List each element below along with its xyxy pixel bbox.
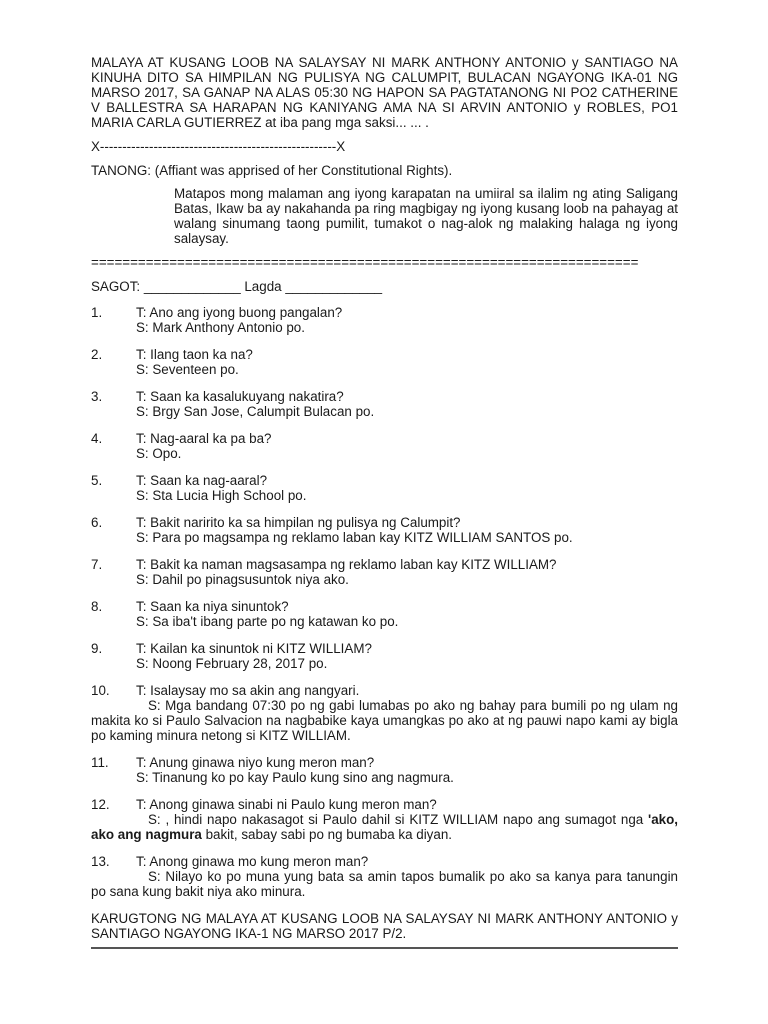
qa-number: 8. xyxy=(91,599,103,614)
qa-answer: S: Noong February 28, 2017 po. xyxy=(136,656,328,671)
qa-question: T: Isalaysay mo sa akin ang nangyari. xyxy=(136,683,360,698)
qa-question: T: Nag-aaral ka pa ba? xyxy=(136,431,272,446)
qa-item xyxy=(91,797,678,842)
qa-number: 5. xyxy=(91,473,103,488)
qa-number: 3. xyxy=(91,389,103,404)
qa-question: T: Bakit naririto ka sa himpilan ng pulisya ng Calumpit? xyxy=(136,515,461,530)
qa-number: 1. xyxy=(91,305,103,320)
qa-question: T: Saan ka nag-aaral? xyxy=(136,473,268,488)
qa-question: T: Kailan ka sinuntok ni KITZ WILLIAM? xyxy=(136,641,372,656)
qa-answer: S: Mga bandang 07:30 po ng gabi lumabas po ako ng bahay para bumili po ng ulam ng makita ko si Paulo Salvacion na nagbabike kaya umangkas po ako at ng pauwi napo kami ay bigla po kaming minura netong si KITZ WILLIAM. xyxy=(91,698,678,743)
tanong-question: Matapos mong malaman ang iyong karapatan na umiiral sa ilalim ng ating Saligang Batas, Ikaw ba ay nakahanda pa ring magbigay ng iyong kusang loob na pahayag at walang sinumang taong pumilit, tumakot o nag-alok ng malaking halaga ng iyong salaysay. xyxy=(174,186,678,246)
continuation-footer: KARUGTONG NG MALAYA AT KUSANG LOOB NA SALAYSAY NI MARK ANTHONY ANTONIO y SANTIAGO NGAYONG IKA-1 NG MARSO 2017 P/2. xyxy=(91,911,678,941)
qa-item xyxy=(91,557,678,587)
affidavit-page xyxy=(91,55,678,949)
qa-number: 2. xyxy=(91,347,103,362)
qa-number: 12. xyxy=(91,797,110,812)
qa-answer xyxy=(91,812,678,842)
qa-answer: S: Para po magsampa ng reklamo laban kay KITZ WILLIAM SANTOS po. xyxy=(136,530,573,545)
sagot-signature-line: SAGOT: _____________ Lagda _____________ xyxy=(91,279,383,294)
footer-rule xyxy=(91,947,678,949)
qa-number: 11. xyxy=(91,755,109,770)
qa-question: T: Anong ginawa sinabi ni Paulo kung meron man? xyxy=(136,797,437,812)
qa-list xyxy=(91,305,678,899)
qa-question: T: Saan ka niya sinuntok? xyxy=(136,599,289,614)
qa-item xyxy=(91,473,678,503)
qa-answer: S: Nilayo ko po muna yung bata sa amin tapos bumalik po ako sa kanya para tanungin po sana kung bakit niya ako minura. xyxy=(91,869,678,899)
qa-answer-text: S: , hindi napo nakasagot si Paulo dahil si KITZ WILLIAM napo ang sumagot nga xyxy=(148,812,649,827)
qa-item xyxy=(91,389,678,419)
qa-number: 10. xyxy=(91,683,110,698)
qa-question: T: Ilang taon ka na? xyxy=(136,347,253,362)
qa-answer-text-end: bakit, sabay sabi po ng bumaba ka diyan. xyxy=(201,827,452,842)
qa-question: T: Anung ginawa niyo kung meron man? xyxy=(136,755,375,770)
qa-number: 13. xyxy=(91,854,110,869)
qa-item xyxy=(91,641,678,671)
affidavit-header: MALAYA AT KUSANG LOOB NA SALAYSAY NI MARK ANTHONY ANTONIO y SANTIAGO NA KINUHA DITO SA HIMPILAN NG PULISYA NG CALUMPIT, BULACAN NGAYONG IKA-01 NG MARSO 2017, SA GANAP NA ALAS 05:30 NG HAPON SA PAGTATANONG NI PO2 CATHERINE V BALLESTRA SA HARAPAN NG KANIYANG AMA NA SI ARVIN ANTONIO y ROBLES, PO1 MARIA CARLA GUTIERREZ at iba pang mga saksi... ... . xyxy=(91,55,678,130)
equals-divider: ====================================================================== xyxy=(91,255,639,270)
separator-line: X-----------------------------------------------------X xyxy=(91,139,346,154)
qa-answer: S: Sta Lucia High School po. xyxy=(136,488,307,503)
qa-answer: S: Seventeen po. xyxy=(136,362,239,377)
qa-answer: S: Mark Anthony Antonio po. xyxy=(136,320,305,335)
qa-answer: S: Brgy San Jose, Calumpit Bulacan po. xyxy=(136,404,375,419)
qa-item xyxy=(91,755,678,785)
qa-answer: S: Tinanung ko po kay Paulo kung sino ang nagmura. xyxy=(136,770,454,785)
tanong-label: TANONG: (Affiant was apprised of her Constitutional Rights). xyxy=(91,163,453,178)
qa-number: 7. xyxy=(91,557,103,572)
qa-item xyxy=(91,515,678,545)
qa-answer: S: Sa iba't ibang parte po ng katawan ko po. xyxy=(136,614,399,629)
qa-number: 4. xyxy=(91,431,103,446)
qa-item xyxy=(91,683,678,743)
qa-answer: S: Dahil po pinagsusuntok niya ako. xyxy=(136,572,349,587)
qa-question: T: Ano ang iyong buong pangalan? xyxy=(136,305,343,320)
qa-question: T: Bakit ka naman magsasampa ng reklamo laban kay KITZ WILLIAM? xyxy=(136,557,557,572)
qa-answer-quote: 'ako, ako ang nagmura xyxy=(91,812,678,842)
qa-item xyxy=(91,854,678,899)
qa-answer: S: Opo. xyxy=(136,446,182,461)
qa-question: T: Saan ka kasalukuyang nakatira? xyxy=(136,389,344,404)
qa-item xyxy=(91,347,678,377)
qa-number: 9. xyxy=(91,641,103,656)
qa-number: 6. xyxy=(91,515,103,530)
qa-question: T: Anong ginawa mo kung meron man? xyxy=(136,854,369,869)
qa-item xyxy=(91,431,678,461)
qa-item xyxy=(91,599,678,629)
qa-item xyxy=(91,305,678,335)
